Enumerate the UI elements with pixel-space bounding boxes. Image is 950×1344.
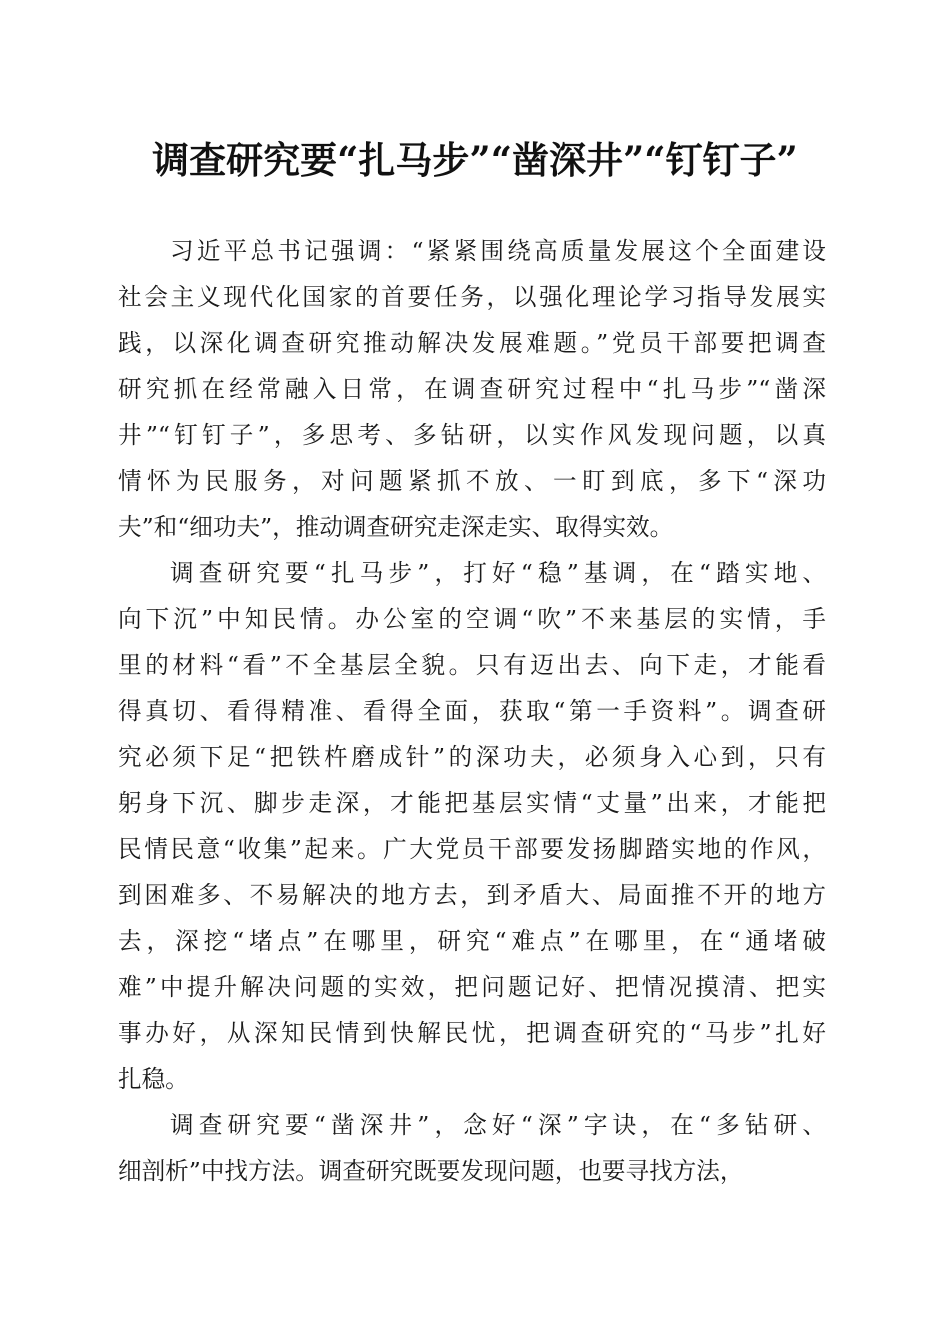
text-line: 研究抓在经常融入日常，在调查研究过程中“扎马步”“凿深 [118, 375, 826, 403]
text-line: 情怀为民服务，对问题紧抓不放、一盯到底，多下“深功 [118, 467, 826, 495]
text-line: 调查研究要“凿深井”，念好“深”字诀，在“多钻研、 [170, 1111, 826, 1139]
text-line: 究必须下足“把铁杵磨成针”的深功夫，必须身入心到，只有 [118, 743, 826, 771]
text-line: 难”中提升解决问题的实效，把问题记好、把情况摸清、把实 [118, 973, 826, 1001]
paragraph-2 [118, 550, 826, 1102]
paragraph-1 [118, 228, 826, 550]
text-line: 调查研究要“扎马步”，打好“稳”基调，在“踏实地、 [170, 559, 826, 587]
text-line: 向下沉”中知民情。办公室的空调“吹”不来基层的实情，手 [118, 605, 826, 633]
text-line: 社会主义现代化国家的首要任务，以强化理论学习指导发展实 [118, 283, 826, 311]
text-line: 井”“钉钉子”，多思考、多钻研，以实作风发现问题，以真 [118, 421, 826, 449]
document-title: 调查研究要“扎马步”“凿深井”“钉钉子” [152, 138, 798, 182]
text-line: 夫”和“细功夫”，推动调查研究走深走实、取得实效。 [118, 513, 674, 541]
text-line: 习近平总书记强调：“紧紧围绕高质量发展这个全面建设 [170, 237, 826, 265]
text-line: 去，深挖“堵点”在哪里，研究“难点”在哪里，在“通堵破 [118, 927, 826, 955]
text-line: 民情民意“收集”起来。广大党员干部要发扬脚踏实地的作风， [118, 835, 826, 863]
text-line: 到困难多、不易解决的地方去，到矛盾大、局面推不开的地方 [118, 881, 826, 909]
text-line: 细剖析”中找方法。调查研究既要发现问题，也要寻找方法， [118, 1157, 744, 1185]
text-line: 事办好，从深知民情到快解民忧，把调查研究的“马步”扎好 [118, 1019, 826, 1047]
text-line: 扎稳。 [118, 1065, 189, 1093]
text-line: 践，以深化调查研究推动解决发展难题。”党员干部要把调查 [118, 329, 826, 357]
text-line: 里的材料“看”不全基层全貌。只有迈出去、向下走，才能看 [118, 651, 826, 679]
text-line: 躬身下沉、脚步走深，才能把基层实情“丈量”出来，才能把 [118, 789, 826, 817]
document-body [118, 228, 826, 1194]
paragraph-3 [118, 1102, 826, 1194]
text-line: 得真切、看得精准、看得全面，获取“第一手资料”。调查研 [118, 697, 826, 725]
